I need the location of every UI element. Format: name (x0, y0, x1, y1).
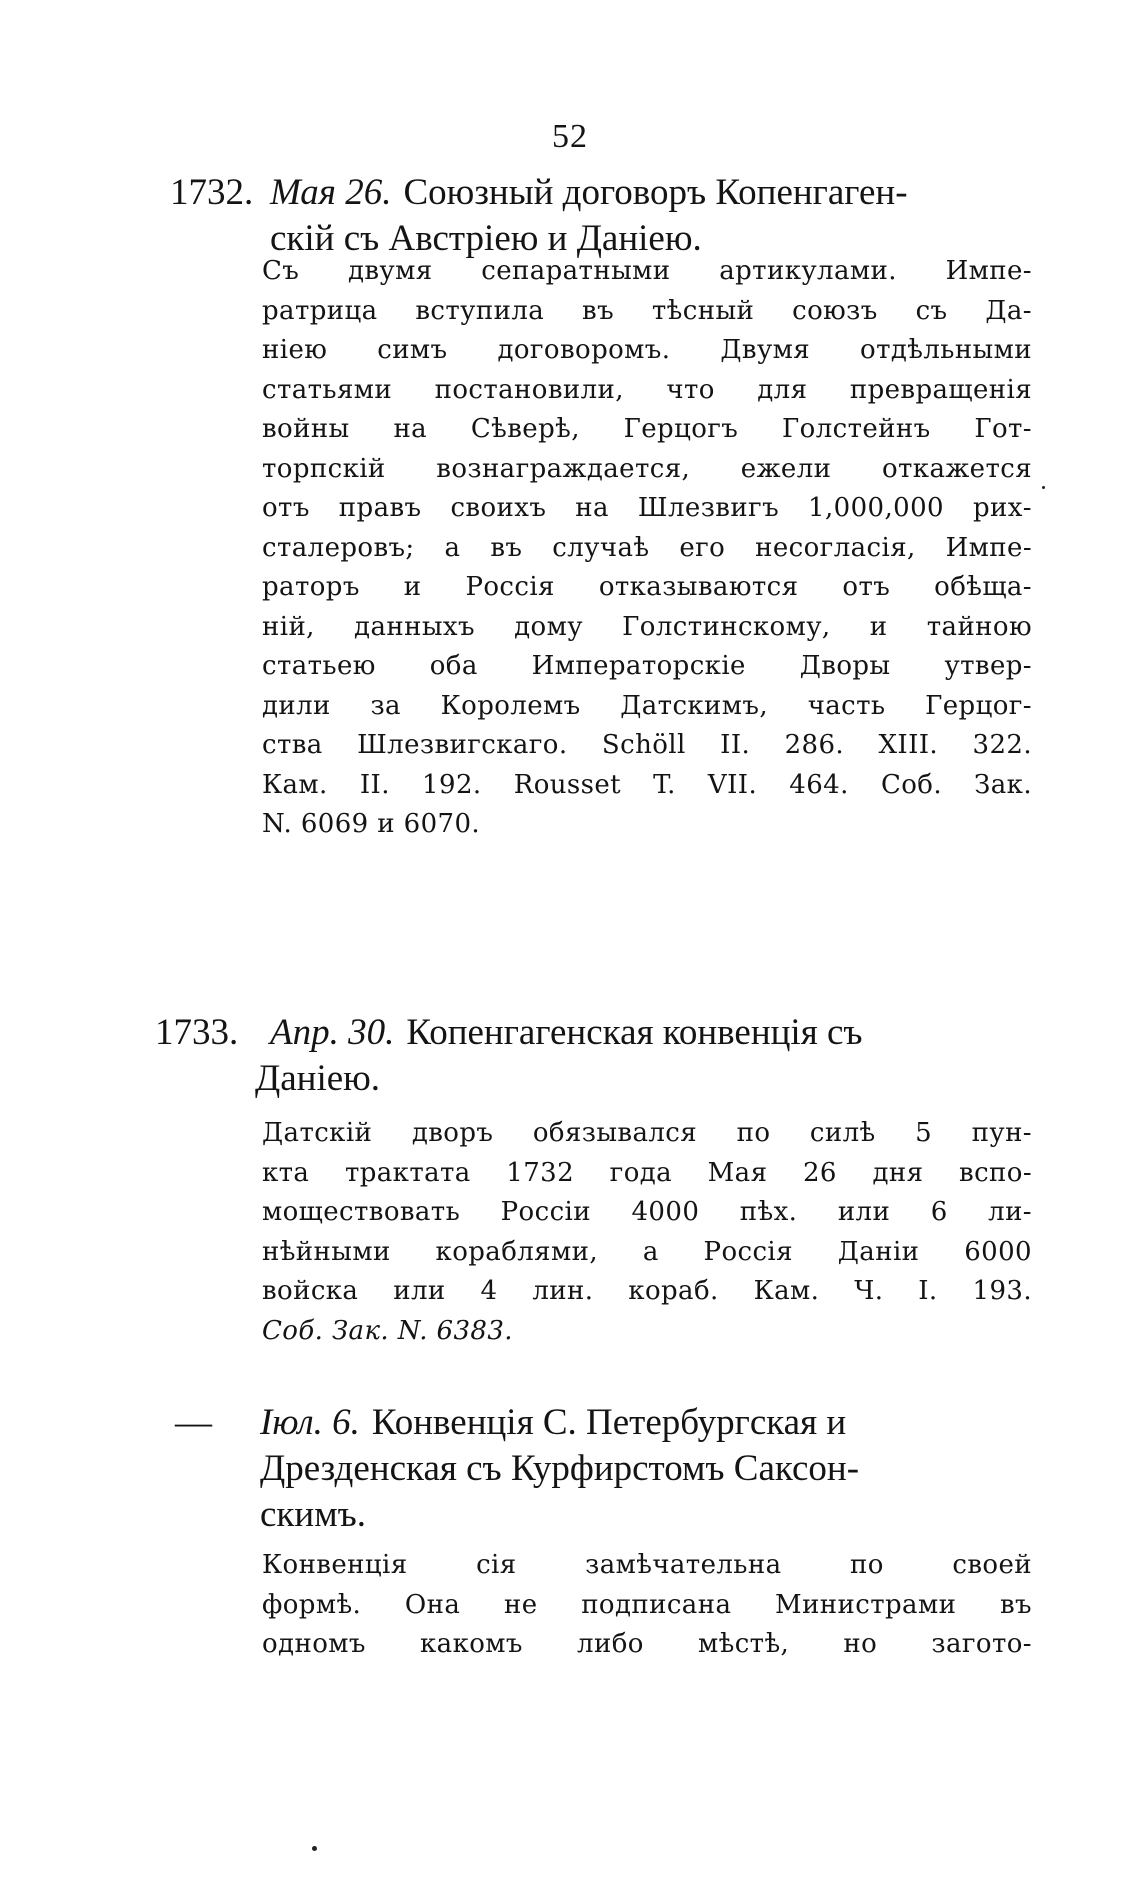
body-line: Датскій дворъ обязывался по силѣ 5 пун- (262, 1118, 1032, 1148)
body-line: нѣйными кораблями, а Россія Даніи 6000 (262, 1236, 1032, 1267)
body-line: дили за Королемъ Датскимъ, часть Герцог- (262, 690, 1032, 721)
entry-date: Мая 26. (270, 172, 392, 213)
body-line: ніею симъ договоромъ. Двумя отдѣльными (262, 335, 1032, 365)
entry-body-1733 (262, 1114, 1032, 1351)
entry-dash: — (175, 1402, 212, 1443)
entry-title-line: Даніею. (255, 1058, 381, 1099)
body-line: ній, данныхъ дому Голстинскому, и тайною (262, 611, 1032, 642)
entry-year: 1733. (155, 1012, 239, 1053)
body-line: Кам. II. 192. Rousset T. VII. 464. Соб. Зак. (262, 769, 1032, 800)
body-line: формѣ. Она не подписана Министрами въ (262, 1589, 1032, 1620)
entry-title-line: Дрезденская съ Курфирстомъ Саксон- (260, 1448, 860, 1489)
body-line: сталеровъ; а въ случаѣ его несогласія, Импе- (262, 532, 1032, 563)
entry-year: 1732. (170, 172, 254, 213)
entry-title-line: Копенгагенская конвенція съ (406, 1012, 863, 1053)
entry-heading-jul-6 (175, 1400, 1020, 1538)
entry-body-1732 (262, 252, 1032, 845)
body-line: войска или 4 лин. кораб. Кам. Ч. I. 193. (262, 1276, 1032, 1306)
page-number: 52 (552, 118, 588, 155)
body-line: статьями постановили, что для превращенія (262, 374, 1032, 405)
body-line: войны на Сѣверѣ, Герцогъ Голстейнъ Гот- (262, 414, 1032, 444)
body-line: Соб. Зак. N. 6383. (262, 1315, 513, 1346)
entry-heading-1733 (155, 1010, 1020, 1102)
body-line: статьею оба Императорскіе Дворы утвер- (262, 651, 1032, 681)
body-line: ратрица вступила въ тѣсный союзъ съ Да- (262, 295, 1032, 326)
entry-title-line: Союзный договоръ Копенгаген- (403, 172, 908, 213)
entry-title-line: скій съ Австріею и Даніею. (270, 218, 702, 259)
entry-title-line: скимъ. (260, 1494, 366, 1535)
body-line: Съ двумя сепаратными артикулами. Импе- (262, 256, 1032, 286)
entry-date: Іюл. 6. (260, 1402, 360, 1443)
entry-date: Апр. 30. (270, 1012, 395, 1053)
scan-speck (1042, 486, 1045, 489)
entry-heading-1732 (170, 170, 1020, 262)
body-line: одномъ какомъ либо мѣстѣ, но загото- (262, 1629, 1032, 1659)
body-line: Конвенція сія замѣчательна по своей (262, 1550, 1032, 1580)
entry-title-line: Конвенція С. Петербургская и (371, 1402, 847, 1443)
scan-speck (312, 1846, 317, 1851)
body-line: N. 6069 и 6070. (262, 809, 481, 839)
body-line: кта трактата 1732 года Мая 26 дня вспо- (262, 1157, 1032, 1188)
body-line: торпскій вознаграждается, ежели откажется (262, 453, 1032, 484)
body-line: моществовать Россіи 4000 пѣх. или 6 ли- (262, 1197, 1032, 1227)
body-line: раторъ и Россія отказываются отъ обѣща- (262, 572, 1032, 602)
body-line: отъ правъ своихъ на Шлезвигъ 1,000,000 рих- (262, 493, 1032, 523)
body-line: ства Шлезвигскаго. Schöll II. 286. XIII. 322. (262, 730, 1032, 760)
entry-body-jul-6 (262, 1546, 1032, 1665)
